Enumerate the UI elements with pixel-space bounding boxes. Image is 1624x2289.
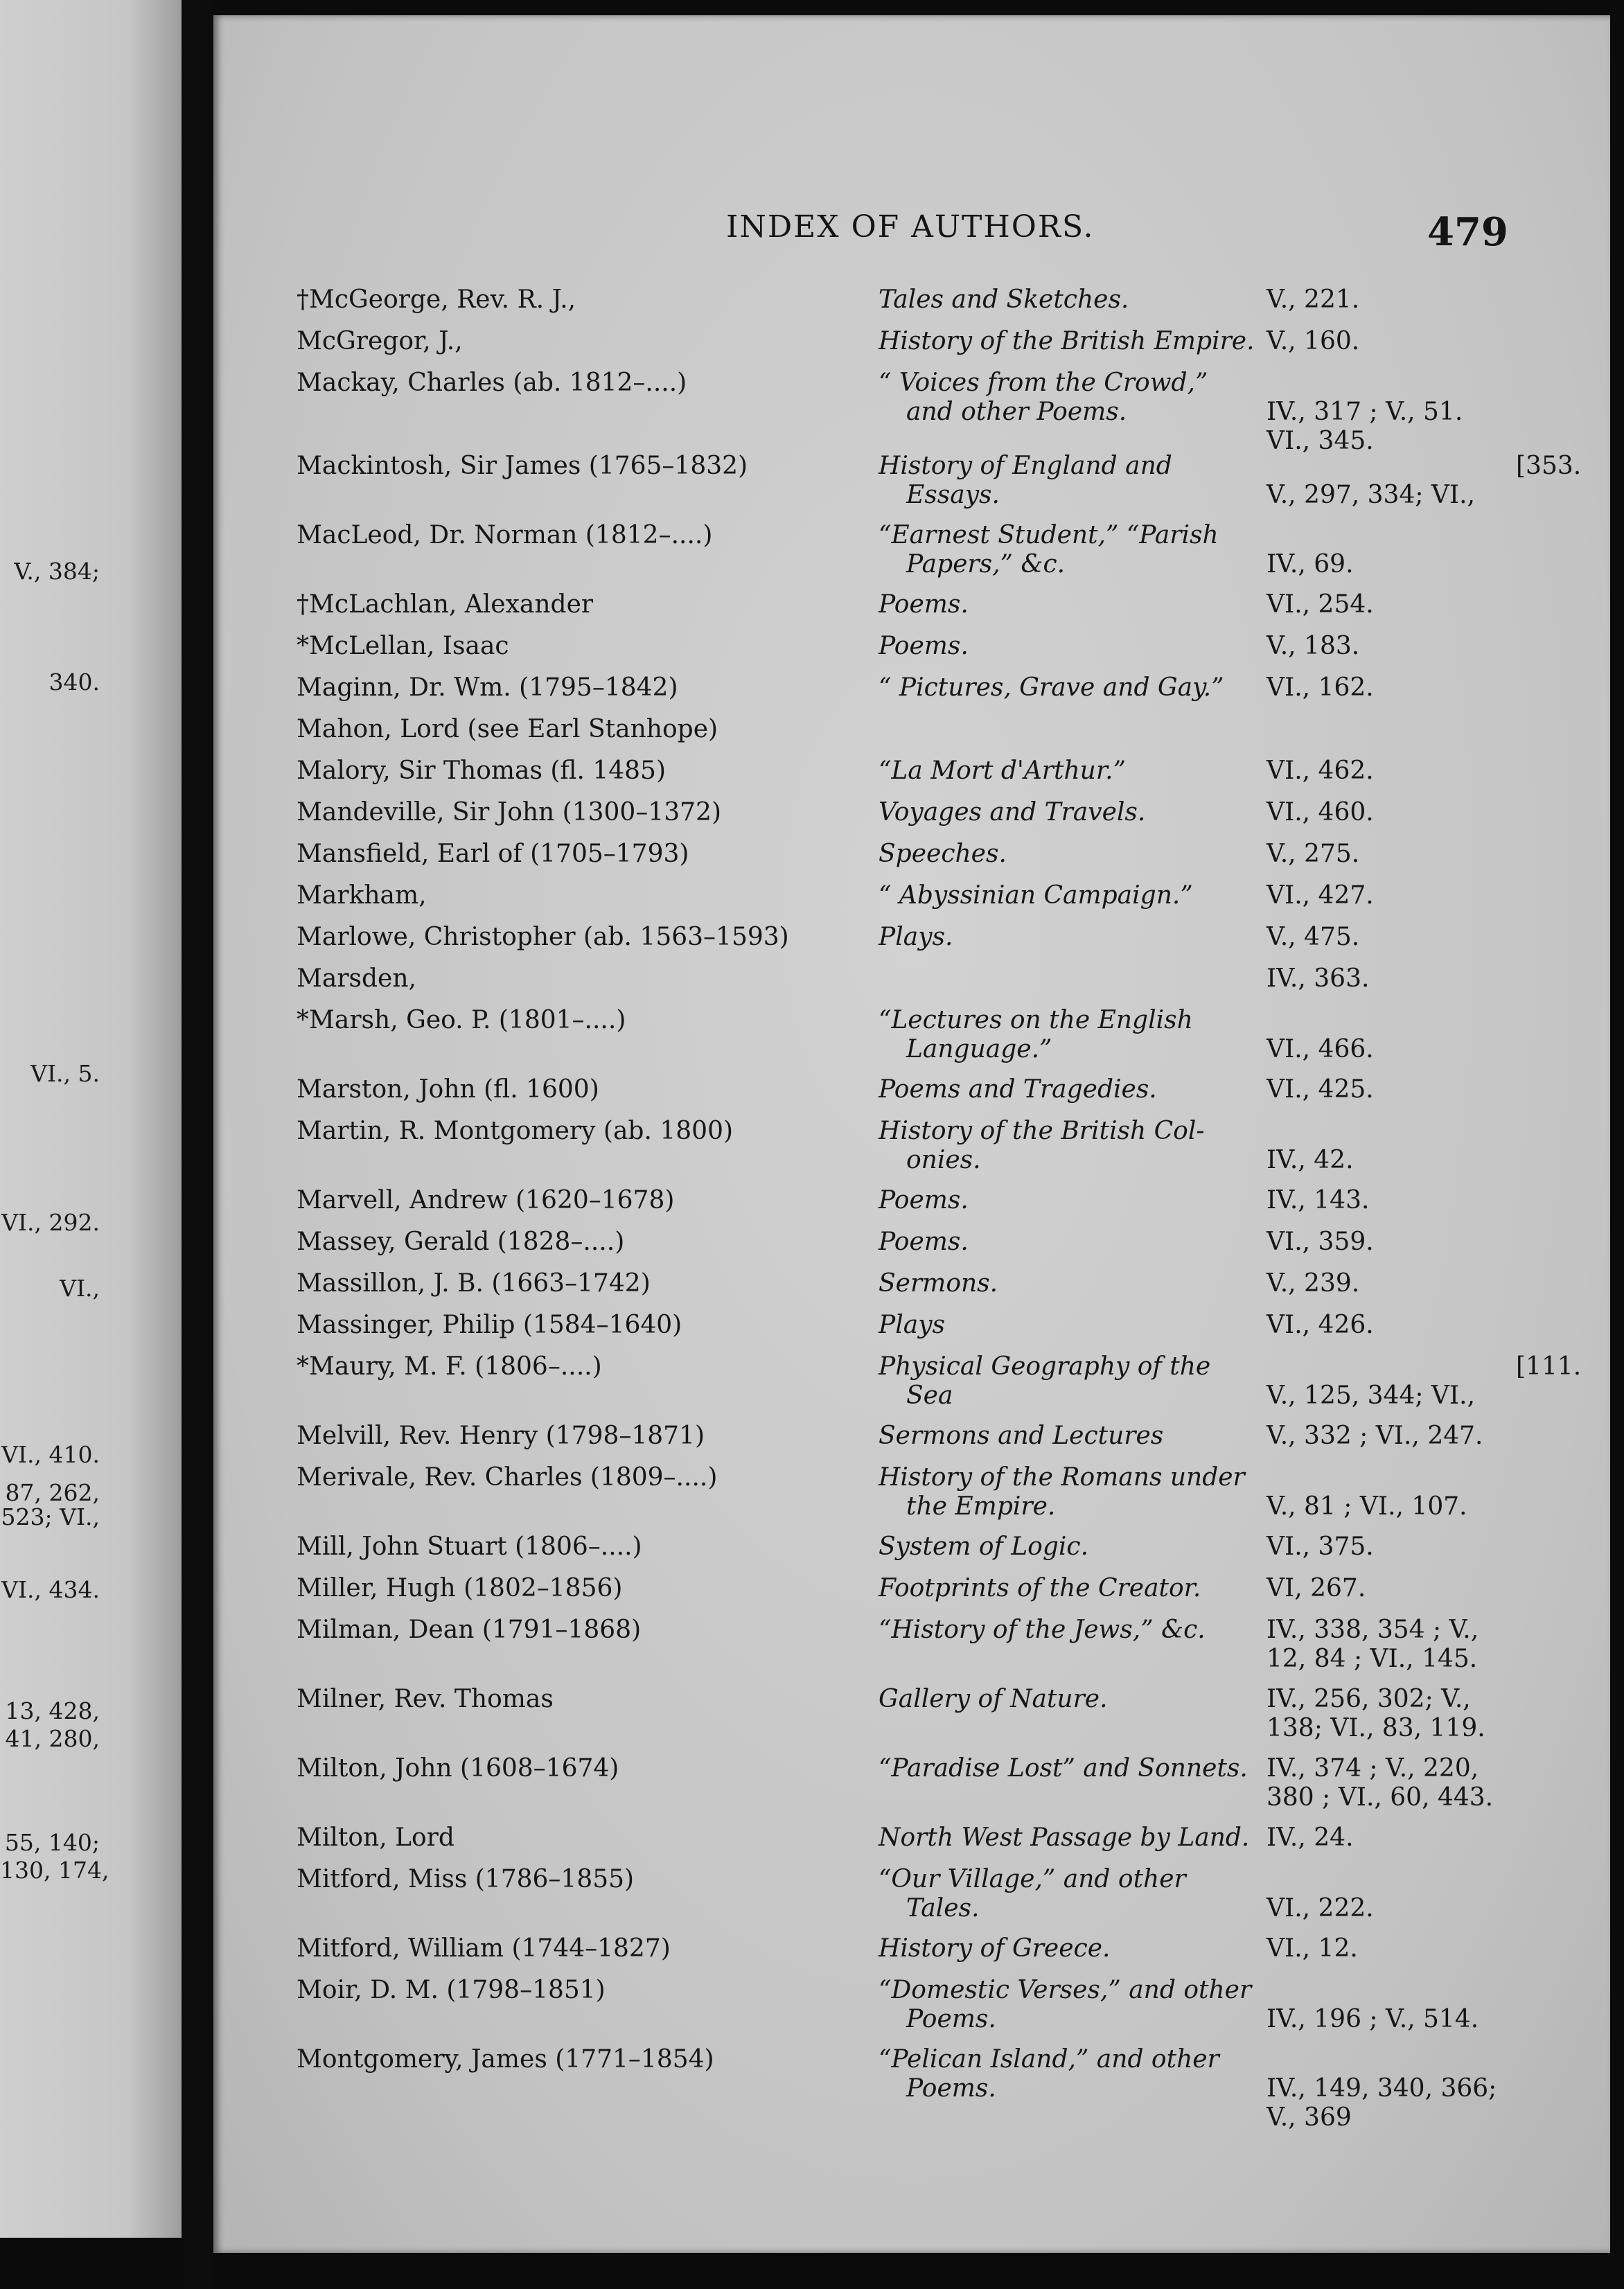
work-title: Poems. bbox=[906, 2005, 996, 2033]
work-title: Plays bbox=[879, 1311, 946, 1339]
author-name: *Marsh, Geo. P. (1801–....) bbox=[297, 1006, 626, 1034]
work-title: “Earnest Student,” “Parish bbox=[879, 521, 1219, 549]
author-name: McGregor, J., bbox=[297, 327, 463, 355]
work-title: Physical Geography of the bbox=[879, 1352, 1211, 1381]
index-entry bbox=[213, 1574, 1610, 1602]
left-page-text: V., 384; bbox=[14, 558, 100, 585]
work-title: System of Logic. bbox=[879, 1532, 1089, 1561]
volume-reference: V., 275. bbox=[1266, 840, 1360, 868]
work-title: “History of the Jews,” &c. bbox=[879, 1616, 1206, 1644]
author-name: Marston, John (fl. 1600) bbox=[297, 1075, 599, 1104]
index-entry bbox=[213, 369, 1610, 455]
index-entry bbox=[213, 1463, 1610, 1521]
index-entry bbox=[213, 285, 1610, 314]
volume-reference: VI., 345. bbox=[1266, 427, 1374, 455]
index-entry bbox=[213, 1823, 1610, 1852]
volume-reference: VI., 427. bbox=[1266, 881, 1374, 910]
author-name: Maginn, Dr. Wm. (1795–1842) bbox=[297, 673, 678, 702]
left-page-text: VI., 292. bbox=[1, 1209, 100, 1236]
author-name: Marsden, bbox=[297, 964, 416, 993]
page-number: 479 bbox=[1427, 209, 1508, 255]
work-title: Language.” bbox=[906, 1035, 1052, 1063]
work-title: Papers,” &c. bbox=[906, 550, 1066, 578]
work-title: “Domestic Verses,” and other bbox=[879, 1976, 1252, 2004]
author-name: Mitford, Miss (1786–1855) bbox=[297, 1865, 635, 1893]
author-name: Moir, D. M. (1798–1851) bbox=[297, 1976, 606, 2004]
volume-reference: IV., 149, 340, 366; bbox=[1266, 2074, 1497, 2103]
index-entry bbox=[213, 1934, 1610, 1963]
work-title: Essays. bbox=[906, 481, 1000, 509]
author-name: Massey, Gerald (1828–....) bbox=[297, 1228, 625, 1256]
volume-reference: V., 332 ; VI., 247. bbox=[1266, 1422, 1483, 1450]
index-entry bbox=[213, 632, 1610, 660]
work-title: Poems. bbox=[879, 632, 969, 660]
volume-reference: 12, 84 ; VI., 145. bbox=[1266, 1645, 1478, 1673]
volume-reference: V., 81 ; VI., 107. bbox=[1266, 1492, 1467, 1521]
author-name: Marlowe, Christopher (ab. 1563–1593) bbox=[297, 923, 789, 951]
volume-reference: V., 221. bbox=[1266, 285, 1360, 314]
index-entry bbox=[213, 1269, 1610, 1298]
volume-reference: IV., 317 ; V., 51. bbox=[1266, 398, 1463, 426]
index-entry bbox=[213, 2045, 1610, 2132]
volume-reference: VI., 426. bbox=[1266, 1311, 1374, 1339]
author-name: Markham, bbox=[297, 881, 427, 910]
reference-continuation: [353. bbox=[1516, 452, 1582, 480]
work-title: “ Pictures, Grave and Gay.” bbox=[879, 673, 1224, 702]
work-title: Poems and Tragedies. bbox=[879, 1075, 1157, 1104]
volume-reference: VI., 12. bbox=[1266, 1934, 1358, 1963]
author-name: †McLachlan, Alexander bbox=[297, 590, 594, 619]
index-entry bbox=[213, 590, 1610, 619]
volume-reference: V., 160. bbox=[1266, 327, 1360, 355]
author-name: MacLeod, Dr. Norman (1812–....) bbox=[297, 521, 713, 549]
index-entry bbox=[213, 1228, 1610, 1256]
author-name: *Maury, M. F. (1806–....) bbox=[297, 1352, 602, 1381]
author-name: Milton, John (1608–1674) bbox=[297, 1754, 619, 1783]
volume-reference: IV., 143. bbox=[1266, 1186, 1370, 1214]
author-name: Milman, Dean (1791–1868) bbox=[297, 1616, 642, 1644]
work-title: Poems. bbox=[879, 1186, 969, 1214]
left-page-text: 523; VI., bbox=[1, 1503, 100, 1530]
work-title: Footprints of the Creator. bbox=[879, 1574, 1201, 1602]
author-name: Martin, R. Montgomery (ab. 1800) bbox=[297, 1117, 734, 1145]
left-page-text: 55, 140; bbox=[4, 1829, 100, 1856]
index-entry bbox=[213, 1117, 1610, 1174]
work-title: Sermons. bbox=[879, 1269, 998, 1298]
volume-reference: VI., 462. bbox=[1266, 757, 1374, 785]
index-entry bbox=[213, 1006, 1610, 1063]
left-page-text: VI., 410. bbox=[1, 1441, 100, 1468]
volume-reference: IV., 196 ; V., 514. bbox=[1266, 2005, 1479, 2033]
author-name: Marvell, Andrew (1620–1678) bbox=[297, 1186, 675, 1214]
index-entry bbox=[213, 1616, 1610, 1673]
volume-reference: 380 ; VI., 60, 443. bbox=[1266, 1783, 1494, 1812]
index-entry bbox=[213, 1865, 1610, 1923]
index-entry bbox=[213, 1976, 1610, 2033]
left-page-fragment bbox=[0, 0, 182, 2238]
index-entry bbox=[213, 452, 1610, 509]
author-name: Milner, Rev. Thomas bbox=[297, 1685, 554, 1713]
work-title: History of the British Col- bbox=[879, 1117, 1205, 1145]
work-title: Sea bbox=[906, 1381, 953, 1410]
volume-reference: VI., 222. bbox=[1266, 1894, 1374, 1923]
left-page-text: 87, 262, bbox=[5, 1479, 100, 1506]
volume-reference: IV., 338, 354 ; V., bbox=[1266, 1616, 1479, 1644]
work-title: “Our Village,” and other bbox=[879, 1865, 1186, 1893]
work-title: “Paradise Lost” and Sonnets. bbox=[879, 1754, 1248, 1783]
volume-reference: IV., 24. bbox=[1266, 1823, 1354, 1852]
index-entry bbox=[213, 715, 1610, 743]
author-name: Mackay, Charles (ab. 1812–....) bbox=[297, 369, 687, 397]
volume-reference: IV., 42. bbox=[1266, 1146, 1354, 1174]
volume-reference: IV., 69. bbox=[1266, 550, 1354, 578]
left-page-text: VI., bbox=[60, 1275, 100, 1302]
author-name: Massillon, J. B. (1663–1742) bbox=[297, 1269, 651, 1298]
volume-reference: VI, 267. bbox=[1266, 1574, 1366, 1602]
author-name: Massinger, Philip (1584–1640) bbox=[297, 1311, 682, 1339]
left-page-text: 130, 174, bbox=[0, 1857, 109, 1884]
author-name: Mansfield, Earl of (1705–1793) bbox=[297, 840, 689, 868]
index-entry bbox=[213, 881, 1610, 910]
reference-continuation: [111. bbox=[1516, 1352, 1582, 1381]
volume-reference: VI., 460. bbox=[1266, 798, 1374, 827]
work-title: “Pelican Island,” and other bbox=[879, 2045, 1219, 2074]
volume-reference: VI., 466. bbox=[1266, 1035, 1374, 1063]
index-entry bbox=[213, 1532, 1610, 1561]
author-name: Mackintosh, Sir James (1765–1832) bbox=[297, 452, 748, 480]
author-name: Mandeville, Sir John (1300–1372) bbox=[297, 798, 722, 827]
index-entry bbox=[213, 757, 1610, 785]
volume-reference: V., 125, 344; VI., bbox=[1266, 1381, 1476, 1410]
volume-reference: VI., 162. bbox=[1266, 673, 1374, 702]
volume-reference: IV., 363. bbox=[1266, 964, 1370, 993]
volume-reference: VI., 359. bbox=[1266, 1228, 1374, 1256]
volume-reference: V., 239. bbox=[1266, 1269, 1360, 1298]
volume-reference: VI., 254. bbox=[1266, 590, 1374, 619]
work-title: Plays. bbox=[879, 923, 953, 951]
work-title: Speeches. bbox=[879, 840, 1007, 868]
work-title: “ Abyssinian Campaign.” bbox=[879, 881, 1193, 910]
index-entry bbox=[213, 1311, 1610, 1339]
index-entry bbox=[213, 840, 1610, 868]
work-title: onies. bbox=[906, 1146, 981, 1174]
work-title: Tales. bbox=[906, 1894, 980, 1923]
work-title: North West Passage by Land. bbox=[879, 1823, 1250, 1852]
running-title: INDEX OF AUTHORS. bbox=[726, 209, 1095, 245]
work-title: Poems. bbox=[879, 590, 969, 619]
index-entry bbox=[213, 1685, 1610, 1742]
volume-reference: 138; VI., 83, 119. bbox=[1266, 1714, 1485, 1742]
work-title: Voyages and Travels. bbox=[879, 798, 1146, 827]
work-title: “La Mort d'Arthur.” bbox=[879, 757, 1126, 785]
left-page-text: 13, 428, bbox=[5, 1697, 100, 1724]
volume-reference: V., 369 bbox=[1266, 2103, 1352, 2132]
index-entry bbox=[213, 673, 1610, 702]
work-title: History of the Romans under bbox=[879, 1463, 1245, 1492]
author-name: Melvill, Rev. Henry (1798–1871) bbox=[297, 1422, 705, 1450]
index-entry bbox=[213, 1186, 1610, 1214]
author-name: Merivale, Rev. Charles (1809–....) bbox=[297, 1463, 718, 1492]
index-entry bbox=[213, 1754, 1610, 1812]
volume-reference: IV., 374 ; V., 220, bbox=[1266, 1754, 1479, 1783]
work-title: “Lectures on the English bbox=[879, 1006, 1193, 1034]
book-gutter bbox=[182, 0, 213, 2289]
volume-reference: V., 183. bbox=[1266, 632, 1360, 660]
work-title: History of England and bbox=[879, 452, 1172, 480]
index-entry bbox=[213, 798, 1610, 827]
work-title: “ Voices from the Crowd,” bbox=[879, 369, 1208, 397]
index-entry bbox=[213, 1075, 1610, 1104]
work-title: Sermons and Lectures bbox=[879, 1422, 1164, 1450]
left-page-text: VI., 5. bbox=[30, 1060, 100, 1087]
work-title: the Empire. bbox=[906, 1492, 1056, 1521]
author-name: Mahon, Lord (see Earl Stanhope) bbox=[297, 715, 718, 743]
index-entry bbox=[213, 327, 1610, 355]
volume-reference: IV., 256, 302; V., bbox=[1266, 1685, 1471, 1713]
work-title: Tales and Sketches. bbox=[879, 285, 1129, 314]
volume-reference: VI., 375. bbox=[1266, 1532, 1374, 1561]
index-entry bbox=[213, 521, 1610, 578]
index-entry bbox=[213, 964, 1610, 993]
work-title: Gallery of Nature. bbox=[879, 1685, 1108, 1713]
volume-reference: VI., 425. bbox=[1266, 1075, 1374, 1104]
index-entry bbox=[213, 923, 1610, 951]
author-name: †McGeorge, Rev. R. J., bbox=[297, 285, 576, 314]
author-name: Malory, Sir Thomas (fl. 1485) bbox=[297, 757, 666, 785]
index-entry bbox=[213, 1422, 1610, 1450]
author-name: *McLellan, Isaac bbox=[297, 632, 509, 660]
author-name: Mitford, William (1744–1827) bbox=[297, 1934, 671, 1963]
left-page-text: 41, 280, bbox=[5, 1725, 100, 1752]
left-page-text: 340. bbox=[48, 669, 100, 696]
left-page-text: VI., 434. bbox=[1, 1576, 100, 1603]
work-title: and other Poems. bbox=[906, 398, 1127, 426]
work-title: History of Greece. bbox=[879, 1934, 1111, 1963]
work-title: Poems. bbox=[879, 1228, 969, 1256]
author-name: Miller, Hugh (1802–1856) bbox=[297, 1574, 623, 1602]
work-title: Poems. bbox=[906, 2074, 996, 2103]
index-entry bbox=[213, 1352, 1610, 1410]
index-page bbox=[213, 15, 1610, 2253]
author-name: Mill, John Stuart (1806–....) bbox=[297, 1532, 642, 1561]
volume-reference: V., 297, 334; VI., bbox=[1266, 481, 1476, 509]
work-title: History of the British Empire. bbox=[879, 327, 1255, 355]
volume-reference: V., 475. bbox=[1266, 923, 1360, 951]
author-name: Montgomery, James (1771–1854) bbox=[297, 2045, 714, 2074]
author-name: Milton, Lord bbox=[297, 1823, 454, 1852]
